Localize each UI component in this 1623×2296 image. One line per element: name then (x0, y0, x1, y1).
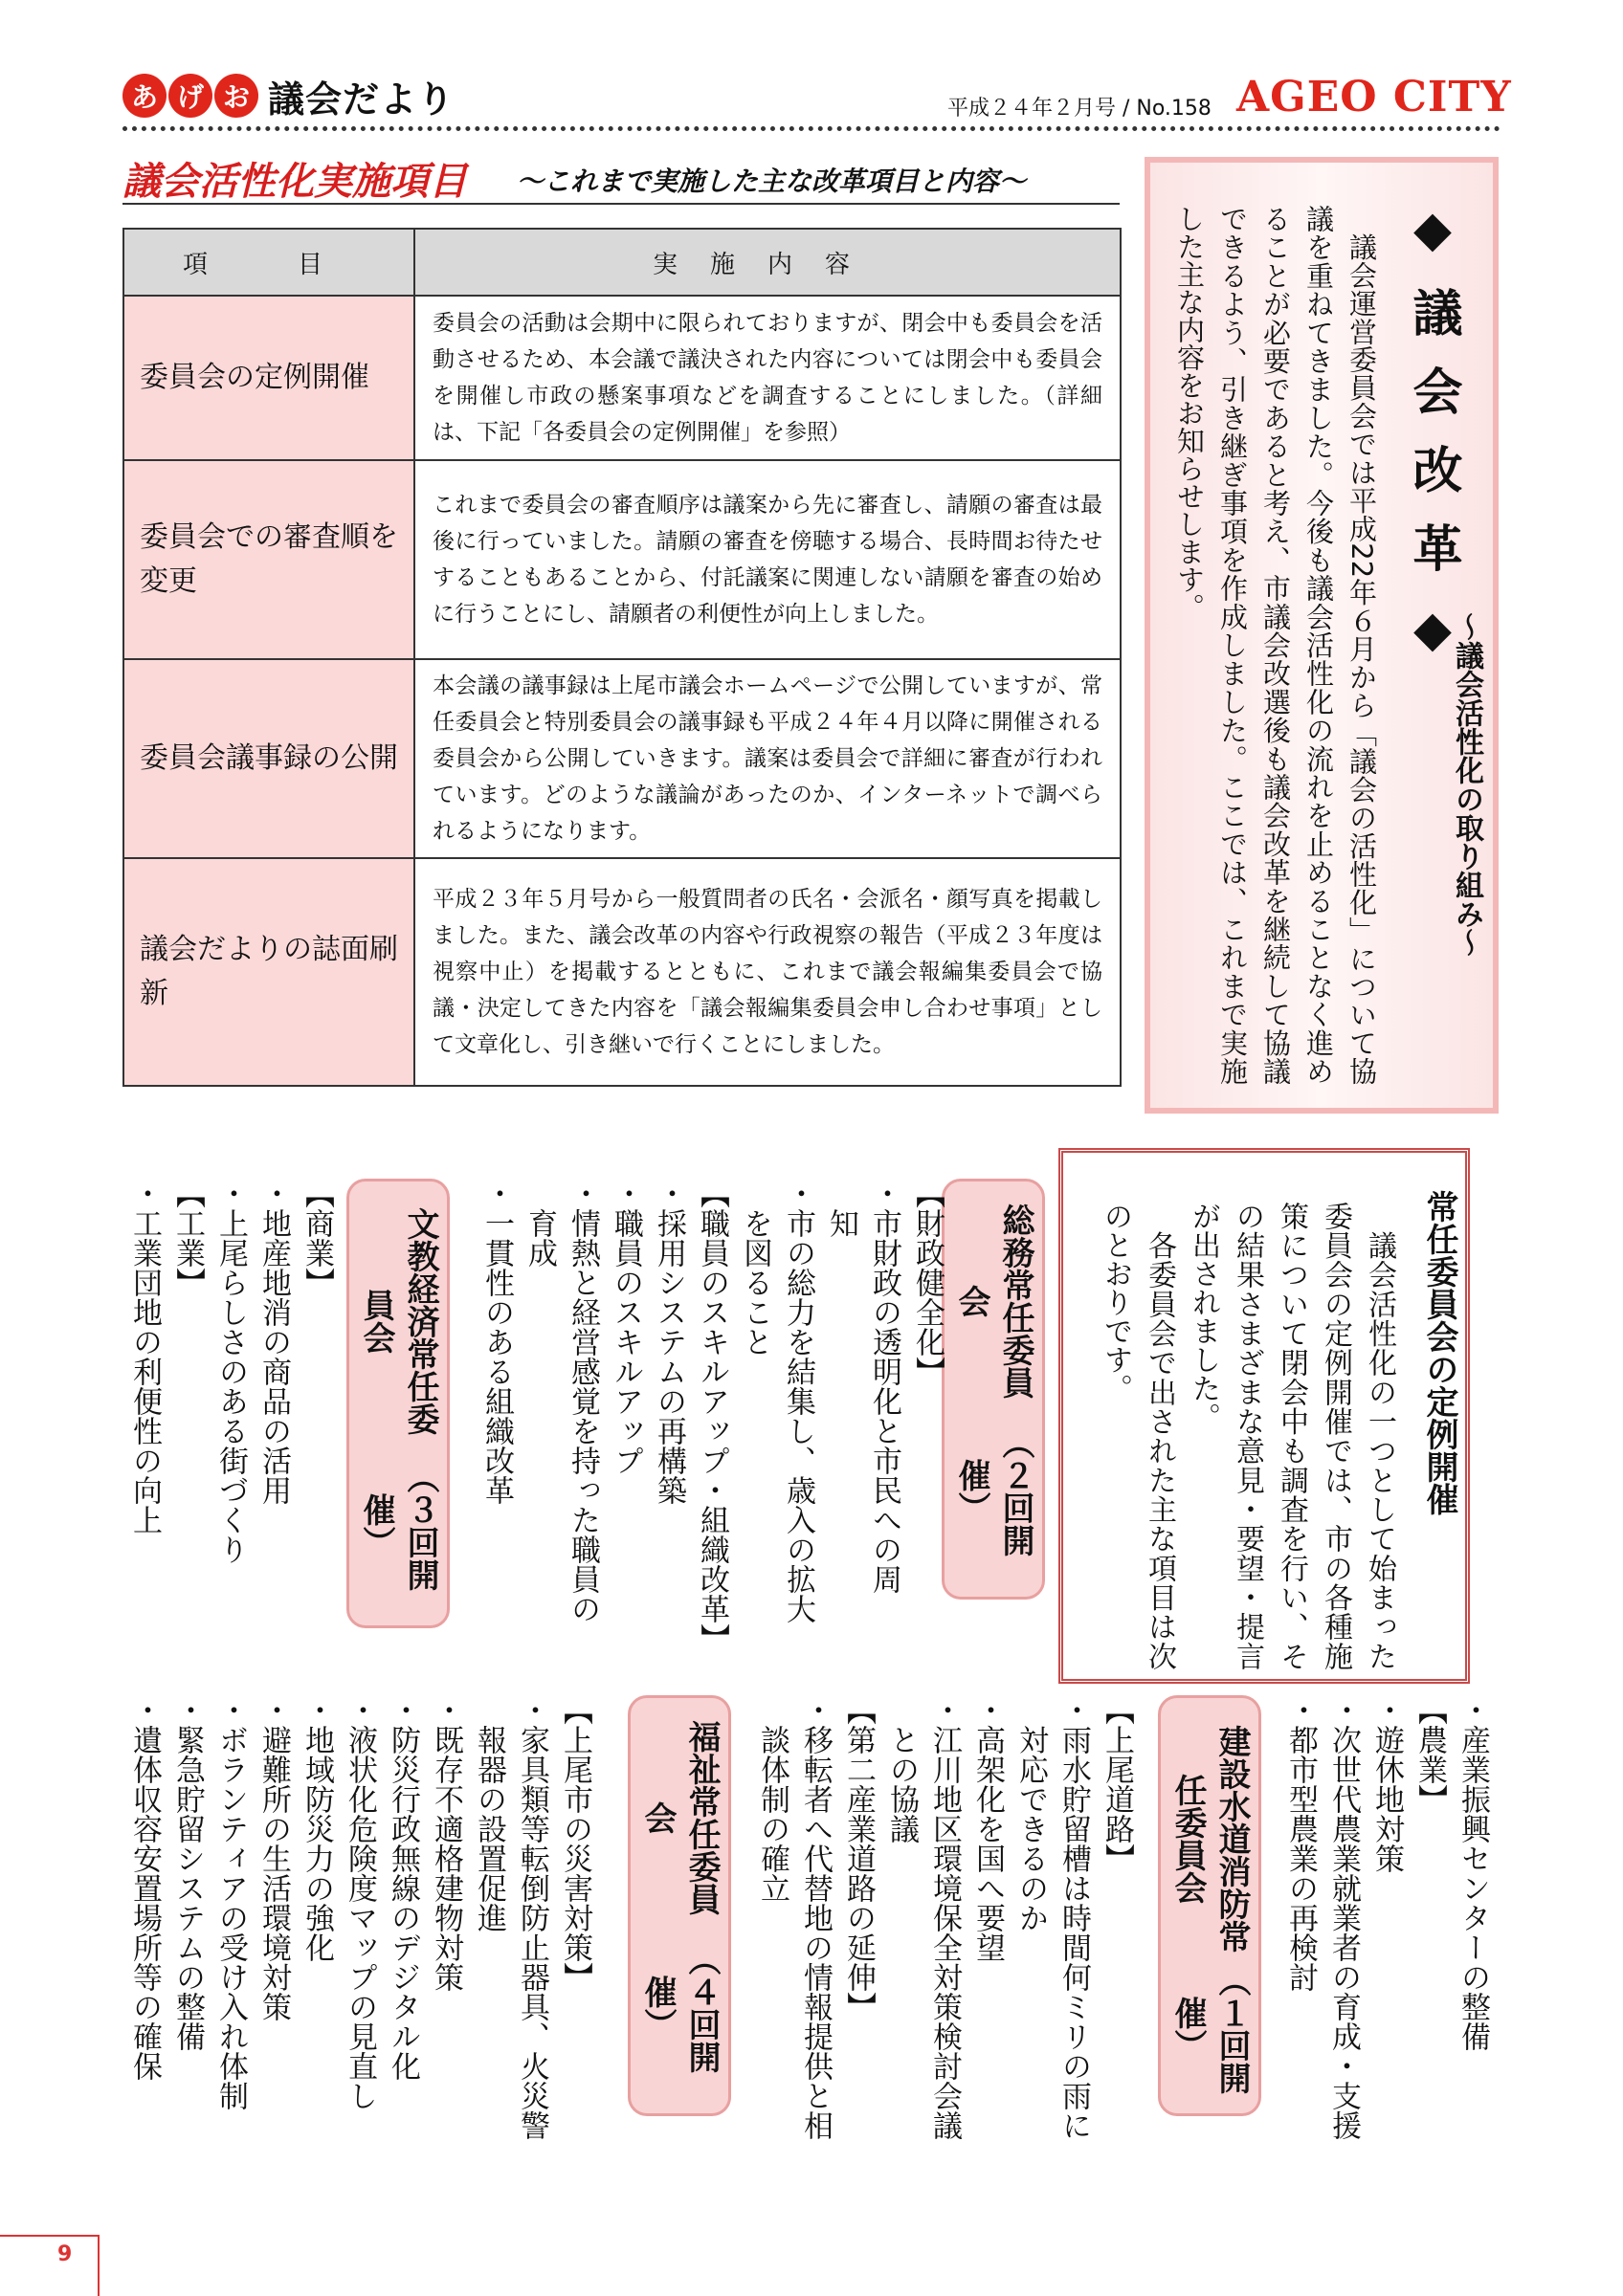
committee-body-somu: 【財政健全化】 ・市財政の透明化と市民への周 知 ・市の総力を結集し、歳入の拡大 を図ること 【職員のスキルアップ・組織改革】 ・採用システムの再構築 ・職員のスキルアップ ・情熱と経営感覚を持った職員の 育成 ・一貫性のある組織改革 (479, 1179, 945, 1653)
header-dotted-divider (122, 126, 1501, 131)
committee-heading-kensetsu (1158, 1695, 1261, 2116)
committee-sessions: （４回開催） (638, 1943, 721, 2074)
row-item: 議会だよりの誌面刷新 (123, 858, 414, 1086)
page-number-box (0, 2235, 100, 2296)
reform-items-table (122, 228, 1122, 1087)
committee-heading-somu (942, 1179, 1045, 1600)
masthead-logo (122, 69, 455, 122)
row-content: 平成２３年５月号から一般質問者の氏名・会派名・顔写真を掲載しました。また、議会改革の内容や行政視察の報告（平成２３年度は視察中止）を掲載するとともに、これまで議会報編集委員会で協議・決定してきた内容を「議会報編集委員会申し合わせ事項」として文章化し、引き継いで行くことにしました。 (414, 858, 1121, 1086)
committee-sessions: （３回開催） (357, 1461, 439, 1592)
table-row (123, 858, 1121, 1086)
committee-body-kensetsu: 【上尾道路】 ・雨水貯留槽は時間何ミリの雨に 対応できるのか ・高架化を国へ要望 ・江川地区環境保全対策検討会議 との協議 【第二産業道路の延伸】 ・移転者へ代替地の情報提供と相 談体制の確立 (755, 1695, 1134, 2140)
row-item: 委員会の定例開催 (123, 296, 414, 460)
committee-sessions: （１回開催） (1168, 1963, 1251, 2094)
table-row (123, 460, 1121, 659)
logo-char-o: お (214, 74, 258, 118)
panel-subtitle: ～議会活性化の取り組み～ (1450, 612, 1483, 957)
row-item: 委員会議事録の公開 (123, 659, 414, 858)
row-content: これまで委員会の審査順序は議案から先に審査し、請願の審査は最後に行っていました。請願の審査を傍聴する場合、長時間お待たせすることもあることから、付託議案に関連しない請願を審査の始めに行うことにし、請願者の利便性が向上しました。 (414, 460, 1121, 659)
logo-text: 議会だより (268, 77, 456, 121)
committee-body-fukushi: 【上尾市の災害対策】 ・家具類等転倒防止器具、火災警 報器の設置促進 ・既存不適格建物対策 ・防災行政無線のデジタル化 ・液状化危険度マップの見直し ・地域防災力の強化 ・避難所の生活環境対策 ・ボランティアの受け入れ体制 ・緊急貯留システムの整備 ・遺体収容安置場所等の確保 (127, 1695, 592, 2140)
page-subtitle: ～これまで実施した主な改革項目と内容～ (517, 166, 1027, 197)
page-number: 9 (57, 2242, 73, 2266)
table-row (123, 296, 1121, 460)
committee-name: 総務常任委員会 (952, 1203, 1034, 1400)
committee-name: 福祉常任委員会 (638, 1720, 721, 1916)
committee-sessions: （２回開催） (952, 1426, 1034, 1557)
logo-char-a: あ (122, 74, 167, 118)
issue-info: 平成２４年２月号 / No.158 (947, 97, 1212, 121)
table-row (123, 659, 1121, 858)
row-content: 本会議の議事録は上尾市議会ホームページで公開していますが、常任委員会と特別委員会の議事録も平成２４年４月以降に開催される委員会から公開していきます。議案は委員会で詳細に審査が行われています。どのような議論があったのか、インターネットで調べられるようになります。 (414, 659, 1121, 858)
committee-body-bunkyo: 【商業】 ・地産地消の商品の活用 ・上尾らしさのある街づくり 【工業】 ・工業団地の利便性の向上 (127, 1179, 334, 1564)
page-title: 議会活性化実施項目 (122, 160, 467, 204)
table-header-row (123, 229, 1121, 296)
committee-name: 建設水道消防常任委員会 (1168, 1724, 1251, 1953)
title-underline (122, 203, 1120, 205)
committee-heading-fukushi (628, 1695, 731, 2116)
header-content: 実施内容 (414, 229, 1121, 296)
header-item: 項 目 (123, 229, 414, 296)
logo-char-ge: げ (168, 74, 212, 118)
committee-heading-bunkyo (346, 1179, 450, 1628)
panel-body: 議会運営委員会では平成22年６月から「議会の活性化」について協議を重ねてきました。今後も議会活性化の流れを止めることなく進めることが必要であると考え、市議会改選後も議会改革を継続して協議できるよう、引き継ぎ事項を作成しました。ここでは、これまで実施した主な内容をお知らせします。 (1173, 205, 1378, 1086)
row-item: 委員会での審査順を変更 (123, 460, 414, 659)
row-content: 委員会の活動は会期中に限られておりますが、閉会中も委員会を活動させるため、本会議で議決された内容については閉会中も委員会を開催し市政の懸案事項などを調査することにしました。（詳細は、下記「各委員会の定例開催」を参照） (414, 296, 1121, 460)
agriculture-items: ・産業振興センターの整備 【農業】 ・遊休地対策 ・次世代農業就業者の育成・支援 ・都市型農業の再検討 (1283, 1695, 1490, 2140)
frame-body: 議会活性化の一つとして始まった委員会の定例開催では、市の各種施策について閉会中も調査を行い、その結果さまざまな意見・要望・提言が出されました。 各委員会で出された主な項目は次のとおりです。 (1099, 1202, 1396, 1670)
frame-title: 常任委員会の定例開催 (1420, 1190, 1458, 1515)
city-name: AGEO CITY (1236, 73, 1512, 121)
committee-name: 文教経済常任委員会 (357, 1207, 439, 1436)
panel-title: ◆議会改革◆ (1404, 201, 1461, 687)
